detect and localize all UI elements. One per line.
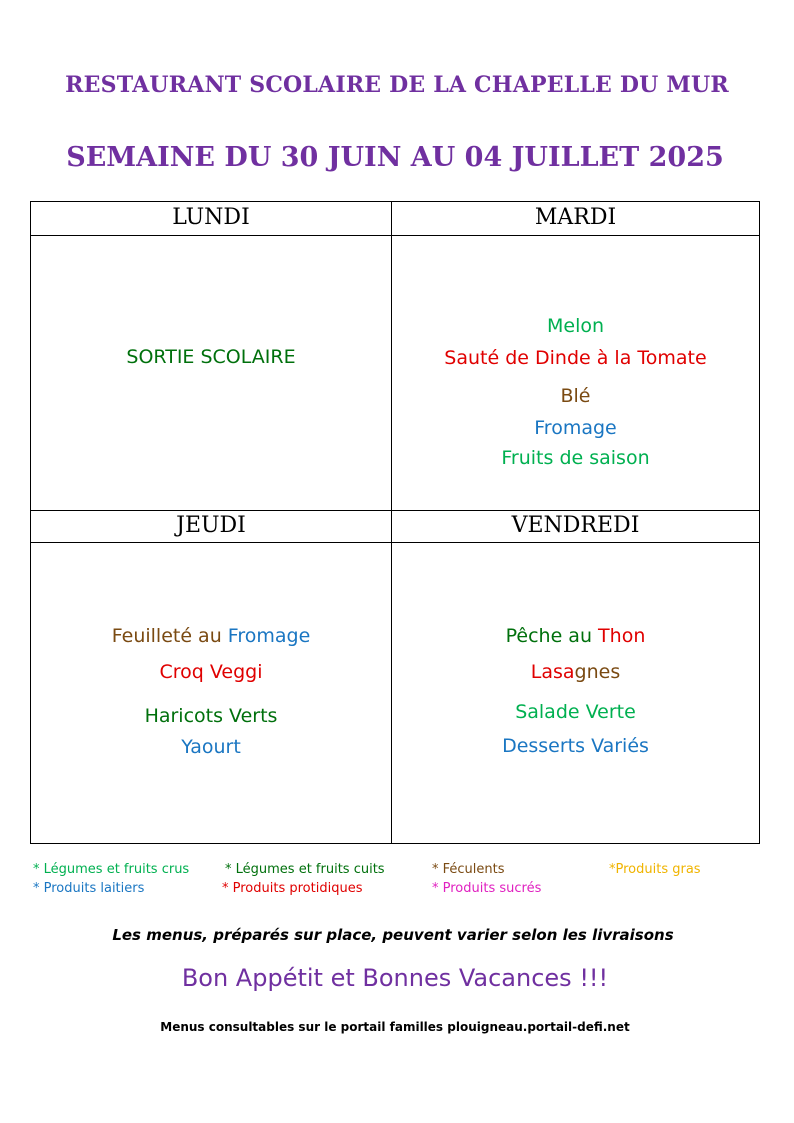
- menu-item: Pêche au Thon: [505, 625, 646, 647]
- menu-cell-lundi: [31, 342, 391, 372]
- legend-protidiques: * Produits protidiques: [222, 881, 363, 896]
- menu-item: Lasagnes: [530, 661, 621, 683]
- menu-cell-mardi: [392, 310, 759, 478]
- menu-item: Croq Veggi: [159, 661, 263, 683]
- week-title: SEMAINE DU 30 JUIN AU 04 JUILLET 2025: [66, 142, 724, 173]
- grid-divider-top-header: [31, 235, 759, 236]
- menu-item: Melon: [546, 315, 605, 337]
- menu-item: Fruits de saison: [501, 447, 650, 469]
- menu-item: Fromage: [534, 417, 617, 439]
- menu-cell-jeudi: [31, 620, 391, 758]
- grid-divider-bottom-header: [31, 542, 759, 543]
- day-header-lundi: LUNDI: [172, 205, 250, 230]
- legend-sucres: * Produits sucrés: [432, 881, 542, 896]
- grid-divider-middle: [31, 510, 759, 511]
- legend-gras: *Produits gras: [609, 862, 701, 877]
- menu-item: SORTIE SCOLAIRE: [126, 346, 296, 368]
- menu-item: Salade Verte: [515, 701, 636, 723]
- greeting: Bon Appétit et Bonnes Vacances !!!: [181, 964, 609, 992]
- menu-note: Les menus, préparés sur place, peuvent varier selon les livraisons: [112, 926, 674, 944]
- legend-crus: * Légumes et fruits crus: [33, 862, 190, 877]
- legend-laitiers: * Produits laitiers: [33, 881, 145, 896]
- day-header-vendredi: VENDREDI: [511, 513, 640, 538]
- menu-cell-vendredi: [392, 620, 759, 760]
- footer-portal-info: Menus consultables sur le portail familles plouigneau.portail-defi.net: [160, 1020, 630, 1034]
- menu-item: Desserts Variés: [502, 735, 649, 757]
- legend-cuits: * Légumes et fruits cuits: [225, 862, 385, 877]
- day-header-mardi: MARDI: [534, 205, 617, 230]
- menu-grid: [30, 201, 760, 844]
- menu-item: Haricots Verts: [144, 705, 278, 727]
- restaurant-title: RESTAURANT SCOLAIRE DE LA CHAPELLE DU MUR: [65, 72, 729, 98]
- menu-item: Blé: [560, 385, 591, 407]
- menu-item: Sauté de Dinde à la Tomate: [444, 347, 707, 369]
- legend-feculents: * Féculents: [432, 862, 505, 877]
- day-header-jeudi: JEUDI: [176, 513, 246, 538]
- menu-item: Feuilleté au Fromage: [111, 625, 311, 647]
- menu-item: Yaourt: [181, 736, 241, 758]
